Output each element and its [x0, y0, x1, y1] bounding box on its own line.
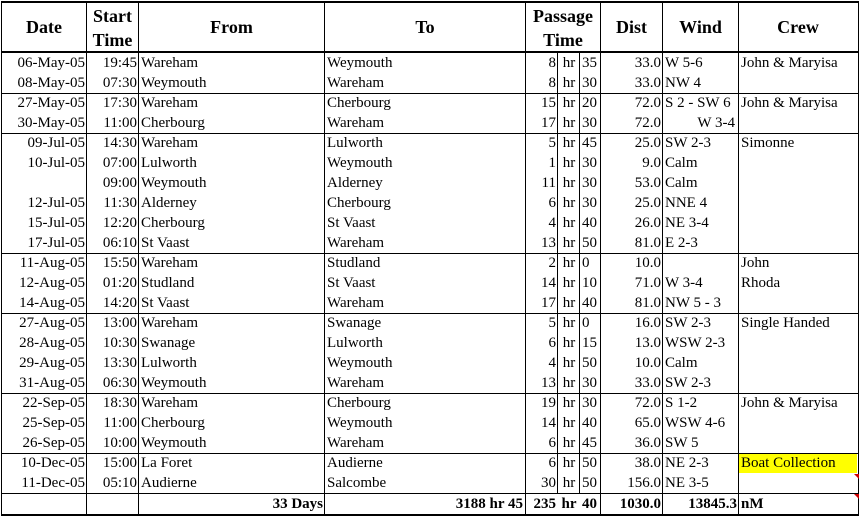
passage-minutes-cell: 30	[582, 155, 597, 171]
table-row	[0, 253, 861, 273]
header-start-time-line1: Start	[93, 6, 132, 26]
crew-cell	[739, 293, 857, 313]
passage-hours-cell: 8	[548, 55, 556, 71]
from-cell: Wareham	[141, 95, 199, 111]
start-time-cell: 10:30	[102, 335, 137, 351]
start-time-cell: 12:20	[102, 215, 137, 231]
start-time-cell: 07:00	[102, 155, 137, 171]
dist-cell: 72.0	[634, 115, 661, 131]
date-cell: 15-Jul-05	[27, 215, 85, 231]
to-cell: Lulworth	[327, 335, 383, 351]
from-cell: Audierne	[141, 475, 197, 491]
date-cell: 28-Aug-05	[19, 335, 85, 351]
dist-cell: 10.0	[634, 255, 661, 271]
to-cell: Weymouth	[327, 415, 393, 431]
date-cell: 11-Dec-05	[21, 475, 85, 491]
table-row	[0, 293, 861, 313]
to-cell: Weymouth	[327, 355, 393, 371]
date-cell: 30-May-05	[17, 115, 85, 131]
to-cell: Swanage	[327, 315, 382, 331]
passage-minutes-cell: 50	[582, 355, 597, 371]
dist-cell: 72.0	[634, 95, 661, 111]
table-row	[0, 133, 861, 153]
date-cell: 08-May-05	[17, 75, 85, 91]
passage-hours-cell: 5	[548, 315, 556, 331]
to-cell: Cherbourg	[327, 95, 391, 111]
total-passage-hours: 235	[533, 496, 556, 512]
wind-cell: Calm	[665, 355, 698, 371]
header-passage-line1: Passage	[533, 6, 593, 26]
date-cell: 10-Jul-05	[27, 155, 85, 171]
totals-row	[0, 494, 861, 514]
passage-hours-cell: 6	[548, 455, 556, 471]
crew-cell: Boat Collection	[739, 454, 857, 473]
passage-minutes-cell: 50	[582, 475, 597, 491]
from-cell: La Foret	[141, 455, 193, 471]
grid-line	[1, 393, 859, 394]
date-cell: 31-Aug-05	[19, 375, 85, 391]
from-cell: Wareham	[141, 315, 199, 331]
crew-cell	[739, 193, 857, 213]
to-cell: Weymouth	[327, 55, 393, 71]
dist-cell: 36.0	[634, 435, 661, 451]
wind-cell: S 2 - SW 6	[665, 95, 731, 111]
crew-cell: John & Maryisa	[741, 95, 838, 111]
total-dist: 1030.0	[619, 496, 661, 512]
passage-hours-cell: 17	[541, 115, 556, 131]
grid-line	[557, 53, 558, 493]
passage-hours-cell: 14	[541, 415, 556, 431]
grid-line	[738, 1, 739, 515]
passage-minutes-cell: 0	[582, 255, 590, 271]
grid-line	[1, 493, 859, 494]
table-row	[0, 173, 861, 193]
to-cell: Cherbourg	[327, 195, 391, 211]
start-time-cell: 10:00	[102, 435, 137, 451]
table-row	[0, 393, 861, 413]
date-cell: 27-Aug-05	[19, 315, 85, 331]
start-time-cell: 06:10	[102, 235, 137, 251]
date-cell: 09-Jul-05	[27, 135, 85, 151]
to-cell: St Vaast	[327, 215, 376, 231]
from-cell: Wareham	[141, 255, 199, 271]
passage-hr-label: hr	[562, 315, 576, 331]
wind-cell: NE 3-5	[665, 475, 709, 491]
wind-cell: W 5-6	[665, 55, 703, 71]
to-cell: Wareham	[327, 295, 385, 311]
dist-cell: 38.0	[634, 455, 661, 471]
to-cell: Audierne	[327, 455, 383, 471]
passage-hours-cell: 6	[548, 195, 556, 211]
to-cell: Wareham	[327, 75, 385, 91]
from-cell: Weymouth	[141, 375, 207, 391]
passage-hr-label: hr	[562, 335, 576, 351]
passage-minutes-cell: 40	[582, 415, 597, 431]
header-from: From	[210, 17, 253, 37]
passage-minutes-cell: 30	[582, 195, 597, 211]
to-cell: Wareham	[327, 235, 385, 251]
grid-line	[1, 1, 2, 515]
crew-cell	[739, 373, 857, 393]
start-time-cell: 01:20	[102, 275, 137, 291]
passage-minutes-cell: 10	[582, 275, 597, 291]
crew-cell	[739, 73, 857, 93]
from-cell: Wareham	[141, 55, 199, 71]
crew-cell: Single Handed	[741, 315, 830, 331]
wind-cell: S 1-2	[665, 395, 698, 411]
to-cell: Studland	[327, 255, 381, 271]
dist-cell: 81.0	[634, 235, 661, 251]
header-start-time-line2: Time	[92, 30, 133, 50]
to-cell: Cherbourg	[327, 395, 391, 411]
wind-cell: WSW 4-6	[665, 415, 726, 431]
table-row	[0, 193, 861, 213]
dist-cell: 9.0	[642, 155, 661, 171]
date-cell: 29-Aug-05	[19, 355, 85, 371]
from-cell: Wareham	[141, 395, 199, 411]
comment-indicator-icon[interactable]	[854, 474, 859, 479]
dist-cell: 156.0	[627, 475, 661, 491]
grid-line	[579, 53, 580, 493]
passage-hr-label: hr	[562, 275, 576, 291]
start-time-cell: 13:30	[102, 355, 137, 371]
table-row	[0, 53, 861, 73]
passage-hr-label: hr	[562, 135, 576, 151]
table-row	[0, 153, 861, 173]
grid-line	[1, 313, 859, 314]
from-cell: Cherbourg	[141, 115, 205, 131]
passage-hr-label: hr	[562, 115, 576, 131]
passage-hours-cell: 14	[541, 275, 556, 291]
passage-minutes-cell: 15	[582, 335, 597, 351]
crew-cell: John & Maryisa	[741, 395, 838, 411]
dist-cell: 13.0	[634, 335, 661, 351]
passage-hours-cell: 17	[541, 295, 556, 311]
table-row	[0, 473, 861, 493]
dist-cell: 72.0	[634, 395, 661, 411]
passage-minutes-cell: 30	[582, 75, 597, 91]
total-days: 33 Days	[272, 496, 323, 512]
start-time-cell: 14:20	[102, 295, 137, 311]
table-row	[0, 333, 861, 353]
crew-cell	[739, 153, 857, 173]
wind-cell: Calm	[665, 175, 698, 191]
passage-hours-cell: 15	[541, 95, 556, 111]
wind-cell: WSW 2-3	[665, 335, 726, 351]
from-cell: Cherbourg	[141, 415, 205, 431]
passage-hr-label: hr	[562, 255, 576, 271]
table-row	[0, 433, 861, 453]
total-to: 3188 hr 45	[455, 496, 523, 512]
passage-minutes-cell: 50	[582, 455, 597, 471]
from-cell: Studland	[141, 275, 195, 291]
crew-cell	[739, 473, 857, 493]
crew-cell	[739, 413, 857, 433]
passage-hours-cell: 13	[541, 375, 556, 391]
date-cell: 12-Aug-05	[19, 275, 85, 291]
from-cell: St Vaast	[141, 235, 190, 251]
table-row	[0, 113, 861, 133]
table-row	[0, 273, 861, 293]
to-cell: Alderney	[327, 175, 383, 191]
wind-cell: SW 2-3	[665, 375, 711, 391]
from-cell: Weymouth	[141, 75, 207, 91]
passage-hr-label: hr	[562, 55, 576, 71]
grid-line	[1, 253, 859, 254]
passage-hr-label: hr	[562, 415, 576, 431]
table-row	[0, 73, 861, 93]
to-cell: Salcombe	[327, 475, 387, 491]
passage-hours-cell: 11	[541, 175, 556, 191]
crew-cell	[739, 173, 857, 193]
grid-line	[1, 133, 859, 134]
crew-cell: John	[741, 255, 770, 271]
dist-cell: 65.0	[634, 415, 661, 431]
date-cell: 27-May-05	[17, 95, 85, 111]
start-time-cell: 07:30	[102, 75, 137, 91]
wind-cell: NE 3-4	[665, 215, 709, 231]
wind-cell: E 2-3	[665, 235, 698, 251]
grid-line	[662, 1, 663, 515]
crew-cell	[739, 213, 857, 233]
wind-cell: W 3-4	[697, 115, 735, 131]
from-cell: Wareham	[141, 135, 199, 151]
passage-hours-cell: 13	[541, 235, 556, 251]
from-cell: Weymouth	[141, 175, 207, 191]
grid-line	[1, 93, 859, 94]
wind-cell: SW 5	[665, 435, 699, 451]
crew-cell	[739, 433, 857, 453]
dist-cell: 81.0	[634, 295, 661, 311]
passage-minutes-cell: 45	[582, 135, 597, 151]
passage-minutes-cell: 45	[582, 435, 597, 451]
dist-cell: 16.0	[634, 315, 661, 331]
start-time-cell: 06:30	[102, 375, 137, 391]
start-time-cell: 11:30	[103, 195, 137, 211]
crew-cell: Rhoda	[741, 275, 781, 291]
grid-line	[1, 514, 859, 516]
passage-hours-cell: 5	[548, 135, 556, 151]
dist-cell: 26.0	[634, 215, 661, 231]
from-cell: Lulworth	[141, 355, 197, 371]
wind-cell: Calm	[665, 155, 698, 171]
grid-line	[1, 453, 859, 454]
crew-cell	[739, 233, 857, 253]
start-time-cell: 14:30	[102, 135, 137, 151]
wind-cell	[663, 253, 739, 273]
passage-hr-label: hr	[562, 75, 576, 91]
passage-hr-label: hr	[562, 435, 576, 451]
date-cell: 26-Sep-05	[22, 435, 85, 451]
table-row	[0, 213, 861, 233]
passage-hours-cell: 6	[548, 435, 556, 451]
passage-hr-label: hr	[562, 155, 576, 171]
dist-cell: 71.0	[634, 275, 661, 291]
to-cell: Lulworth	[327, 135, 383, 151]
total-passage-hr-label: hr	[561, 496, 577, 512]
start-time-cell: 05:10	[102, 475, 137, 491]
passage-hr-label: hr	[562, 195, 576, 211]
passage-minutes-cell: 30	[582, 375, 597, 391]
passage-hours-cell: 6	[548, 335, 556, 351]
start-time-cell: 11:00	[103, 115, 137, 131]
passage-hr-label: hr	[562, 175, 576, 191]
passage-minutes-cell: 40	[582, 215, 597, 231]
date-cell	[2, 173, 87, 193]
table-row	[0, 353, 861, 373]
header-passage-line2: Time	[543, 30, 583, 50]
date-cell: 12-Jul-05	[27, 195, 85, 211]
header-wind: Wind	[679, 17, 722, 37]
from-cell: Weymouth	[141, 435, 207, 451]
total-unit: nM	[741, 496, 764, 512]
comment-indicator-icon[interactable]	[854, 494, 859, 499]
passage-hours-cell: 2	[548, 255, 556, 271]
to-cell: Wareham	[327, 375, 385, 391]
passage-minutes-cell: 30	[582, 115, 597, 131]
passage-hours-cell: 4	[548, 355, 556, 371]
passage-minutes-cell: 30	[582, 175, 597, 191]
date-cell: 17-Jul-05	[27, 235, 85, 251]
grid-line	[858, 1, 859, 515]
from-cell: Cherbourg	[141, 215, 205, 231]
dist-cell: 33.0	[634, 375, 661, 391]
passage-minutes-cell: 30	[582, 395, 597, 411]
dist-cell: 25.0	[634, 195, 661, 211]
grid-line	[324, 1, 325, 515]
passage-hours-cell: 30	[541, 475, 556, 491]
crew-cell	[739, 353, 857, 373]
crew-cell	[739, 333, 857, 353]
wind-cell: SW 2-3	[665, 135, 711, 151]
header-date: Date	[26, 17, 62, 37]
passage-hours-cell: 1	[548, 155, 556, 171]
start-time-cell: 13:00	[102, 315, 137, 331]
start-time-cell: 18:30	[102, 395, 137, 411]
passage-hr-label: hr	[562, 475, 576, 491]
table-row	[0, 373, 861, 393]
grid-line	[600, 1, 601, 515]
dist-cell: 53.0	[634, 175, 661, 191]
to-cell: Wareham	[327, 115, 385, 131]
total-wind: 13845.3	[688, 496, 737, 512]
passage-hr-label: hr	[562, 95, 576, 111]
dist-cell: 25.0	[634, 135, 661, 151]
passage-hr-label: hr	[562, 355, 576, 371]
grid-line	[138, 1, 139, 515]
start-time-cell: 19:45	[102, 55, 137, 71]
total-passage-minutes: 40	[582, 496, 597, 512]
start-time-cell: 11:00	[103, 415, 137, 431]
passage-hr-label: hr	[562, 215, 576, 231]
wind-cell: NW 4	[665, 75, 701, 91]
date-cell: 14-Aug-05	[19, 295, 85, 311]
wind-cell: SW 2-3	[665, 315, 711, 331]
header-dist: Dist	[616, 17, 647, 37]
crew-cell: Simonne	[741, 135, 795, 151]
passage-minutes-cell: 50	[582, 235, 597, 251]
passage-minutes-cell: 40	[582, 295, 597, 311]
grid-line	[1, 51, 859, 53]
date-cell: 11-Aug-05	[19, 255, 85, 271]
table-row	[0, 453, 861, 473]
wind-cell: NE 2-3	[665, 455, 709, 471]
passage-hours-cell: 19	[541, 395, 556, 411]
from-cell: Alderney	[141, 195, 197, 211]
start-time-cell: 17:30	[102, 95, 137, 111]
from-cell: Swanage	[141, 335, 196, 351]
passage-minutes-cell: 20	[582, 95, 597, 111]
grid-line	[86, 1, 87, 515]
passage-hours-cell: 4	[548, 215, 556, 231]
crew-cell	[739, 113, 857, 133]
start-time-cell: 15:00	[102, 455, 137, 471]
passage-hr-label: hr	[562, 235, 576, 251]
date-cell: 22-Sep-05	[22, 395, 85, 411]
to-cell: Weymouth	[327, 155, 393, 171]
date-cell: 06-May-05	[17, 55, 85, 71]
date-cell: 25-Sep-05	[22, 415, 85, 431]
grid-line	[525, 1, 526, 515]
to-cell: St Vaast	[327, 275, 376, 291]
from-cell: Lulworth	[141, 155, 197, 171]
passage-hr-label: hr	[562, 455, 576, 471]
wind-cell: W 3-4	[665, 275, 703, 291]
wind-cell: NW 5 - 3	[665, 295, 721, 311]
table-row	[0, 233, 861, 253]
table-row	[0, 313, 861, 333]
passage-hr-label: hr	[562, 375, 576, 391]
passage-minutes-cell: 0	[582, 315, 590, 331]
wind-cell: NNE 4	[665, 195, 708, 211]
from-cell: St Vaast	[141, 295, 190, 311]
crew-cell: John & Maryisa	[741, 55, 838, 71]
to-cell: Wareham	[327, 435, 385, 451]
date-cell: 10-Dec-05	[20, 455, 85, 471]
table-row	[0, 93, 861, 113]
table-row	[0, 413, 861, 433]
dist-cell: 10.0	[634, 355, 661, 371]
start-time-cell: 09:00	[102, 175, 137, 191]
dist-cell: 33.0	[634, 55, 661, 71]
header-crew: Crew	[777, 17, 819, 37]
passage-hours-cell: 8	[548, 75, 556, 91]
header-to: To	[415, 17, 435, 37]
passage-hr-label: hr	[562, 395, 576, 411]
passage-minutes-cell: 35	[582, 55, 597, 71]
passage-hr-label: hr	[562, 295, 576, 311]
start-time-cell: 15:50	[102, 255, 137, 271]
grid-line	[1, 1, 859, 3]
dist-cell: 33.0	[634, 75, 661, 91]
